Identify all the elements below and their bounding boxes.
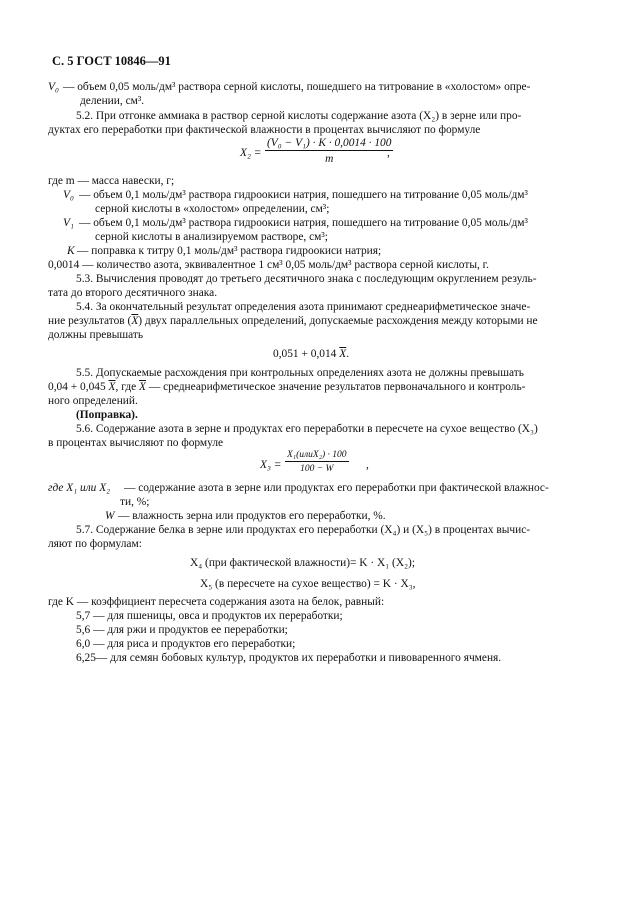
definition-line: — объем 0,05 моль/дм³ раствора серной кислоты, пошедшего на титрование в «холостом» опре- [63, 81, 531, 93]
symbol-v1: V₁ [63, 217, 74, 229]
formula-x3-denominator: 100 − W [300, 464, 334, 474]
formula-tolerance-dot: . [346, 348, 350, 360]
paragraph-5-2: 5.2. При отгонке аммиака в раствор серной кислоты содержание азота (X₂) в зерне или про- [76, 110, 522, 122]
symbol-x-mean: $\overline{X}$ [108, 381, 116, 393]
definition-line: — влажность зерна или продуктов его переработки, %. [118, 510, 386, 522]
symbol-x1-or-x2: где X₁ или X₂ [48, 482, 111, 494]
formula-x3-numerator: X₁(илиX₂) · 100 [287, 450, 347, 460]
paragraph-line: дуктах его переработки при фактической влажности в процентах вычисляют по формуле [48, 124, 481, 136]
paragraph-line [48, 314, 538, 328]
formula-x3-fraction [285, 450, 349, 474]
symbol-x-mean: $\overline{X}$ [339, 348, 347, 360]
paragraph-line: ляют по формулам: [48, 538, 142, 550]
definition-line: ти, %; [120, 496, 150, 508]
coefficient-item: 5,7 — для пшеницы, овса и продуктов их переработки; [76, 610, 343, 622]
formula-x3-tail: , [366, 459, 369, 471]
text-span: ние результатов ( [48, 315, 132, 327]
paragraph-line: ного определений. [48, 395, 138, 407]
symbol-x-mean: $\overline{X}$ [131, 315, 139, 327]
paragraph-line [48, 380, 525, 394]
formula-tolerance [273, 347, 349, 361]
text-span: ) двух параллельных определений, допускаемые расхождения между которыми не [138, 315, 538, 327]
formula-x2-lhs: X₂ = [240, 147, 262, 159]
paragraph-5-5: 5.5. Допускаемые расхождения при контрольных определениях азота не должны превышать [76, 367, 524, 379]
symbol-w: W [105, 510, 115, 522]
formula-x3-lhs: X₃ = [260, 459, 282, 471]
paragraph-5-6: 5.6. Содержание азота в зерне и продуктах его переработки в пересчете на сухое вещество (X₃) [76, 423, 538, 435]
coefficient-item: 6,0 — для риса и продуктов его переработки; [76, 638, 296, 650]
definition-line: серной кислоты в анализируемом растворе, см³; [95, 231, 328, 243]
where-line: где K — коэффициент пересчета содержания азота на белок, равный: [48, 596, 385, 608]
symbol-x-mean: $\overline{X}$ [139, 381, 146, 393]
formula-x2-numerator: (V₀ − V₁) · K · 0,0014 · 100 [267, 137, 392, 149]
definition-line: — поправка к титру 0,1 моль/дм³ раствора гидроокиси натрия; [77, 245, 382, 257]
formula-x2-fraction [265, 137, 393, 165]
definition-line: — объем 0,1 моль/дм³ раствора гидроокиси натрия, пошедшего на титрование 0,05 моль/дм³ [79, 217, 528, 229]
text-span: — среднеарифметическое значение результатов первоначального и контроль- [148, 381, 526, 393]
paragraph-line: должны превышать [48, 329, 144, 341]
formula-x5: X₅ (в пересчете на сухое вещество) = K · X₃, [200, 578, 416, 590]
paragraph-line: в процентах вычисляют по формуле [48, 437, 224, 449]
symbol-v0: V₀ [48, 81, 59, 93]
symbol-k: K [67, 245, 75, 257]
formula-x4: X₄ (при фактической влажности)= K · X₁ (X₂); [190, 557, 415, 569]
text-span: 0,04 + 0,045 [48, 381, 106, 393]
where-line: где m — масса навески, г; [48, 175, 175, 187]
coefficient-item: 5,6 — для ржи и продуктов ее переработки; [76, 624, 288, 636]
definition-line: серной кислоты в «холостом» определении, см³; [95, 203, 330, 215]
paragraph-5-3: 5.3. Вычисления проводят до третьего десятичного знака с последующим округлением резуль- [76, 273, 537, 285]
definition-line: делении, см³. [80, 95, 145, 107]
definition-line: — объем 0,1 моль/дм³ раствора гидроокиси натрия, пошедшего на титрование 0,05 моль/дм³ [79, 189, 528, 201]
formula-x2-tail: , [387, 147, 390, 159]
formula-x2-denominator: m [325, 153, 334, 165]
amendment-note: (Поправка). [76, 409, 138, 421]
definition-line: — содержание азота в зерне или продуктах его переработки при фактической влажнос- [124, 482, 549, 494]
paragraph-line: тата до второго десятичного знака. [48, 287, 218, 299]
paragraph-5-4: 5.4. За окончательный результат определения азота принимают среднеарифметическое значе- [76, 301, 531, 313]
formula-tolerance-expr: 0,051 + 0,014 [273, 348, 337, 360]
paragraph-5-7: 5.7. Содержание белка в зерне или продуктах его переработки (X₄) и (X₅) в процентах вычис- [76, 524, 531, 536]
symbol-v0: V₀ [63, 189, 74, 201]
text-span: , где [115, 381, 137, 393]
coefficient-item: 6,25— для семян бобовых культур, продуктов их переработки и пивоваренного ячменя. [76, 652, 502, 664]
definition-line: 0,0014 — количество азота, эквивалентное 1 см³ 0,05 моль/дм³ раствора серной кислоты, г. [48, 259, 489, 271]
page-header: С. 5 ГОСТ 10846—91 [52, 54, 171, 68]
